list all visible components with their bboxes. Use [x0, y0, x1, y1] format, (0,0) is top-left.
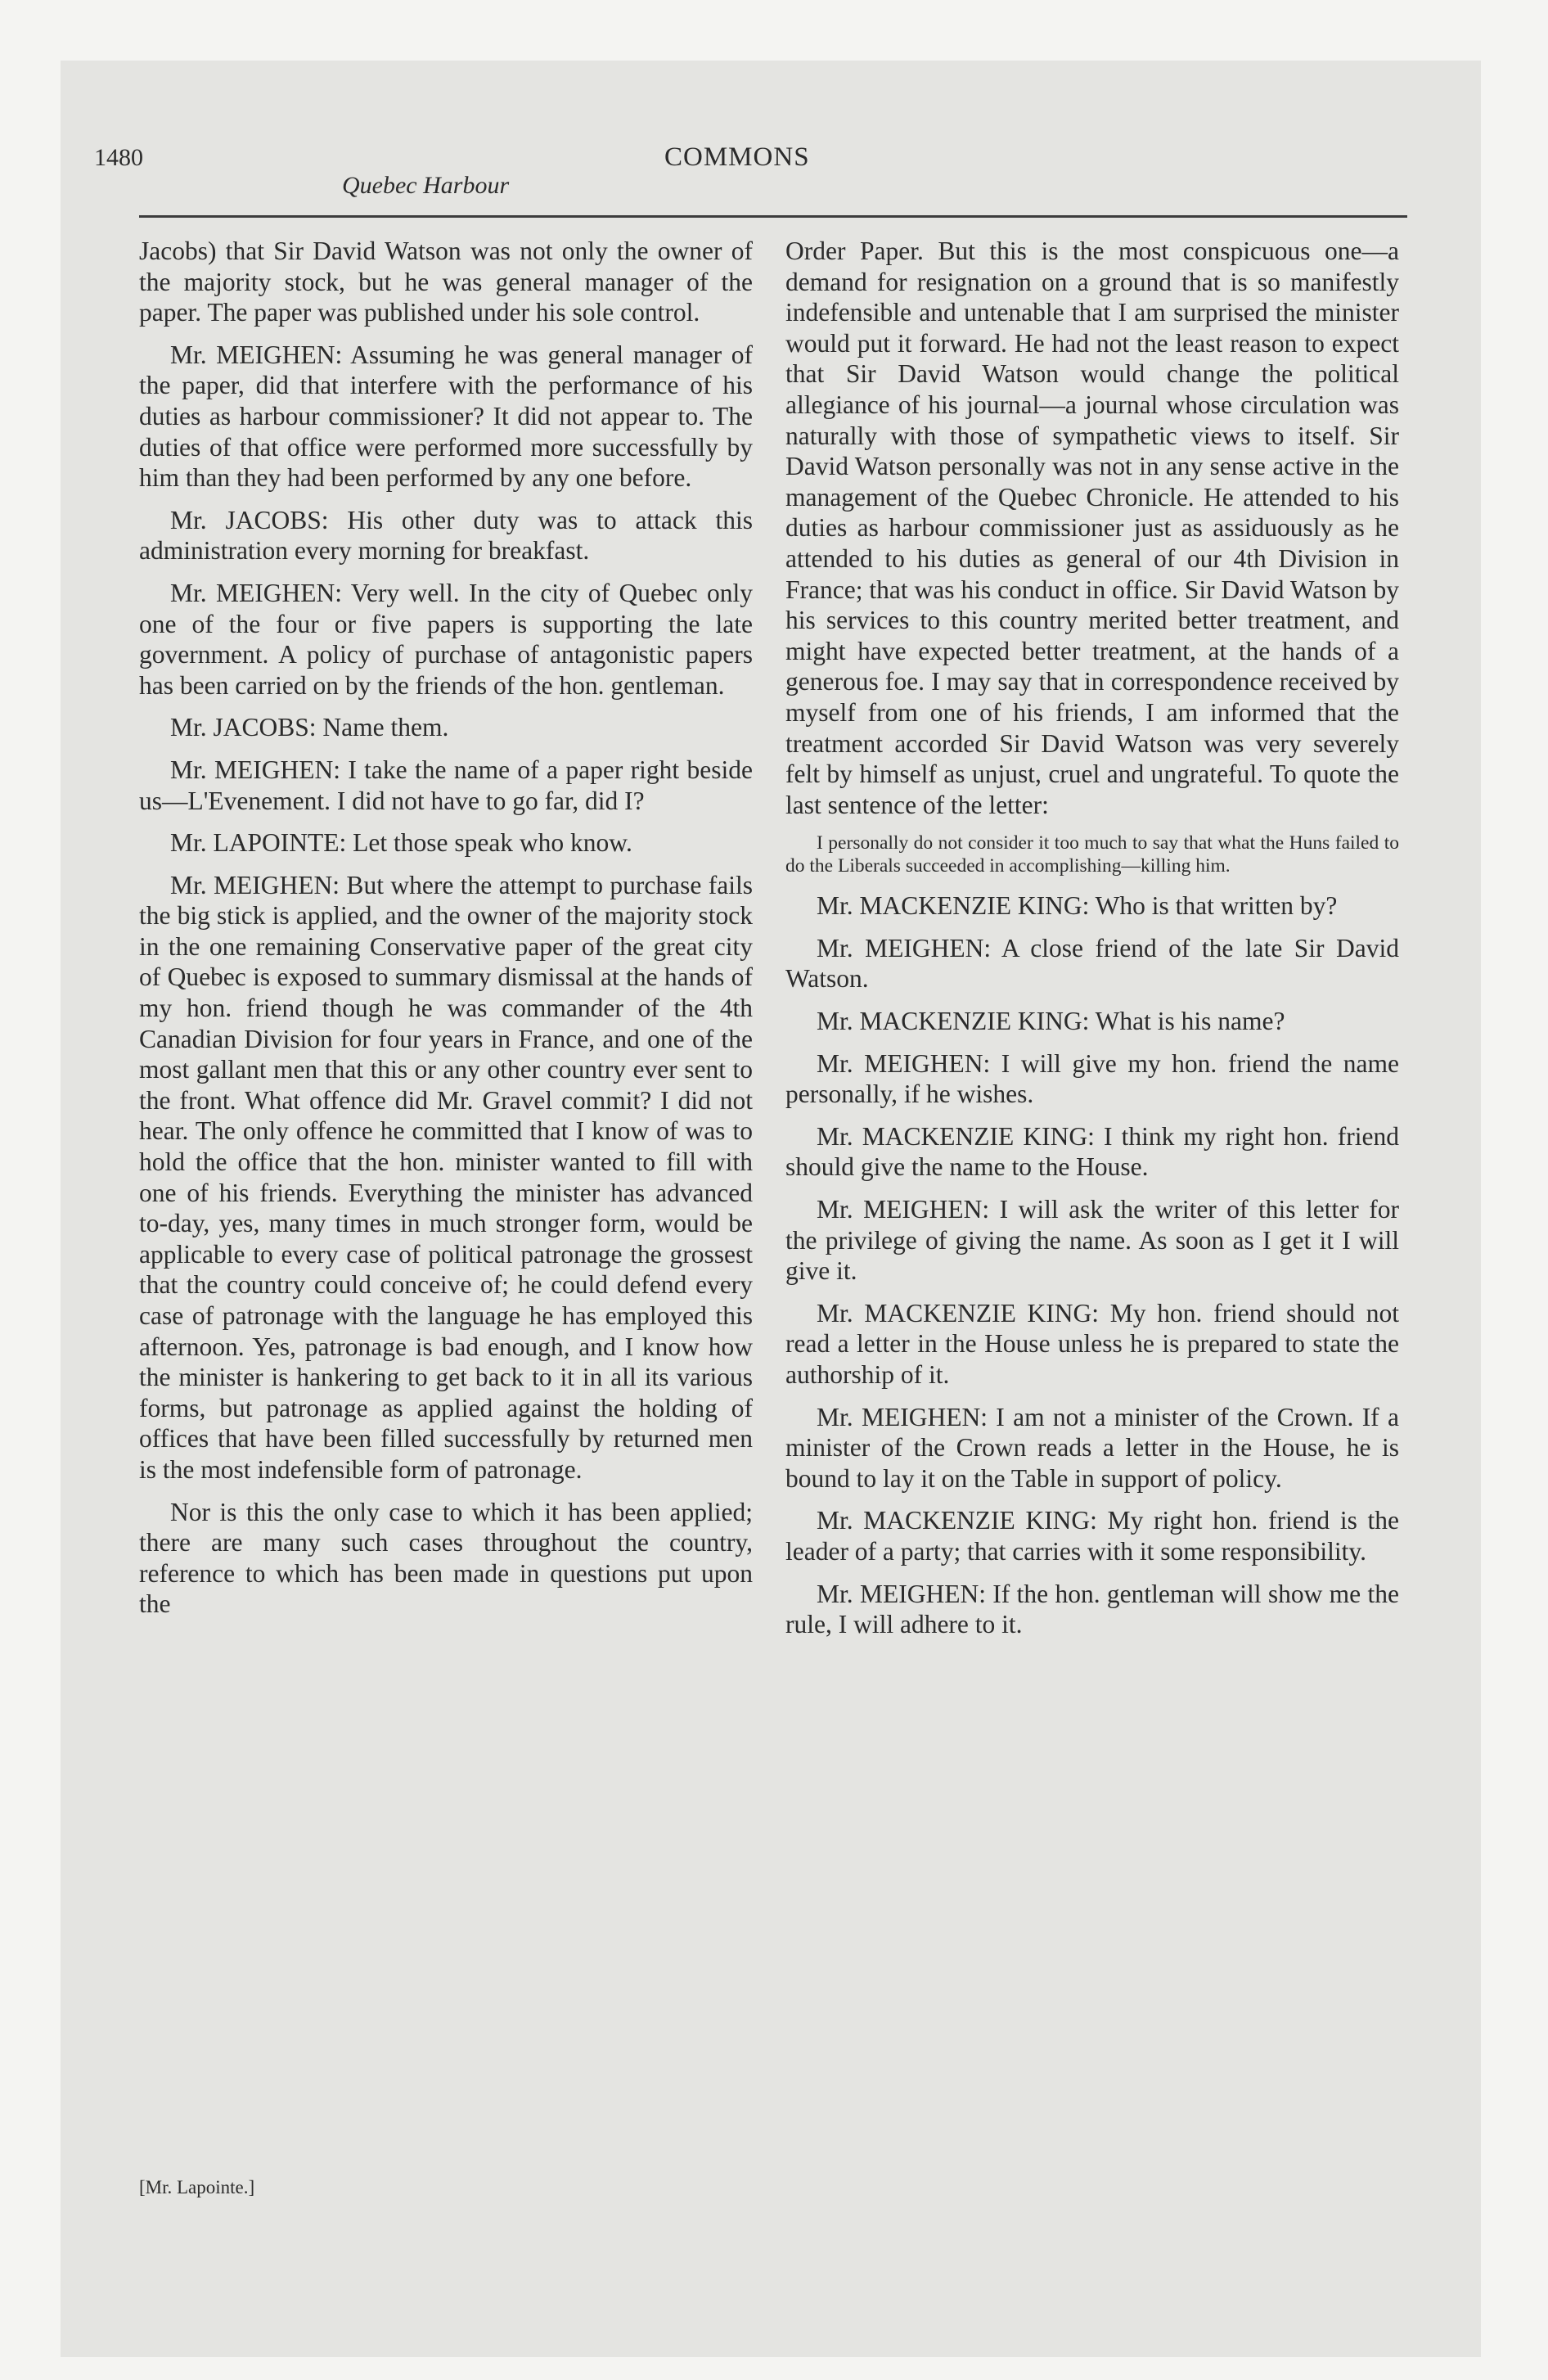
header-rule — [139, 215, 1407, 218]
paragraph: Mr. MEIGHEN: If the hon. gentleman will show me the rule, I will adhere to it. — [785, 1579, 1399, 1639]
paragraph: Mr. MEIGHEN: But where the attempt to purchase fails the big stick is applied, and the owner of the majority stock in the one remaining Conservative paper of the great city of Quebec is exposed to summary dismissal at the hands of my hon. friend though he was commander of the 4th Canadian Division for four years in France, and one of the most gallant men that this or any other country ever sent to the front. What offence did Mr. Gravel commit? I did not hear. The only offence he committed that I know of was to hold the office that the hon. minister wanted to fill with one of his friends. Everything the minister has advanced to-day, yes, many times in much stronger form, would be applicable to every case of political patronage the grossest that the country could conceive of; he could defend every case of patronage with the language he has employed this afternoon. Yes, patronage is bad enough, and I know how the minister is hankering to get back to it in all its various forms, but patronage as applied against the holding of offices that have been filled successfully by returned men is the most indefensible form of patronage. — [139, 870, 753, 1484]
section-title: COMMONS — [664, 142, 810, 172]
paragraph: Mr. MEIGHEN: Very well. In the city of Quebec only one of the four or five papers is supporting the late government. A policy of purchase of antagonistic papers has been carried on by the friends of the hon. gentleman. — [139, 578, 753, 700]
paragraph: Mr. MEIGHEN: Assuming he was general manager of the paper, did that interfere with the performance of his duties as harbour commissioner? It did not appear to. The duties of that office were performed more successfully by him than they had been performed by any one before. — [139, 340, 753, 493]
left-column — [139, 236, 753, 1631]
paragraph: Mr. MACKENZIE KING: I think my right hon. friend should give the name to the House. — [785, 1121, 1399, 1182]
page-subject: Quebec Harbour — [342, 172, 510, 199]
paragraph: Mr. JACOBS: Name them. — [170, 713, 449, 742]
right-column — [785, 236, 1399, 1652]
paragraph: Mr. MACKENZIE KING: Who is that written by? — [817, 891, 1338, 921]
paragraph: Mr. MEIGHEN: A close friend of the late Sir David Watson. — [785, 933, 1399, 994]
paragraph: Mr. MEIGHEN: I will ask the writer of this letter for the privilege of giving the name. As soon as I get it I will give it. — [785, 1195, 1399, 1286]
paragraph: Mr. MEIGHEN: I will give my hon. friend the name personally, if he wishes. — [785, 1048, 1399, 1109]
quoted-letter: I personally do not consider it too much to say that what the Huns failed to do the Liberals succeeded in accomplishing—killing him. — [785, 832, 1399, 877]
paragraph: Mr. MACKENZIE KING: What is his name? — [817, 1007, 1285, 1036]
paragraph: Nor is this the only case to which it has been applied; there are many such cases throughout the country, reference to which has been made in questions put upon the — [139, 1497, 753, 1619]
paragraph: Mr. JACOBS: His other duty was to attack this administration every morning for breakfast. — [139, 505, 753, 566]
paragraph: Mr. MACKENZIE KING: My right hon. friend is the leader of a party; that carries with it some responsibility. — [785, 1506, 1399, 1566]
paragraph: Mr. MACKENZIE KING: My hon. friend should not read a letter in the House unless he is prepared to state the authorship of it. — [785, 1298, 1399, 1389]
footer-note: [Mr. Lapointe.] — [139, 2177, 255, 2197]
page-number: 1480 — [94, 144, 143, 171]
paragraph: Jacobs) that Sir David Watson was not only the owner of the majority stock, but he was general manager of the paper. The paper was published under his sole control. — [139, 237, 753, 327]
paragraph: Order Paper. But this is the most conspicuous one—a demand for resignation on a ground that is so manifestly indefensible and untenable that I am surprised the minister would put it forward. He had not the least reason to expect that Sir David Watson would change the political allegiance of his journal—a journal whose circulation was naturally with those of sympathetic views to itself. Sir David Watson personally was not in any sense active in the management of the Quebec Chronicle. He attended to his duties as harbour commissioner just as assiduously as he attended to his duties as general of our 4th Division in France; that was his conduct in office. Sir David Watson by his services to this country merited better treatment, and might have expected better treatment, at the hands of a generous foe. I may say that in correspondence received by myself from one of his friends, I am informed that the treatment accorded Sir David Watson was very severely felt by himself as unjust, cruel and ungrateful. To quote the last sentence of the letter: — [785, 237, 1399, 819]
paragraph: Mr. MEIGHEN: I am not a minister of the Crown. If a minister of the Crown reads a letter in the House, he is bound to lay it on the Table in support of policy. — [785, 1402, 1399, 1493]
paragraph: Mr. LAPOINTE: Let those speak who know. — [170, 828, 632, 858]
paragraph: Mr. MEIGHEN: I take the name of a paper right beside us—L'Evenement. I did not have to go far, did I? — [139, 755, 753, 815]
